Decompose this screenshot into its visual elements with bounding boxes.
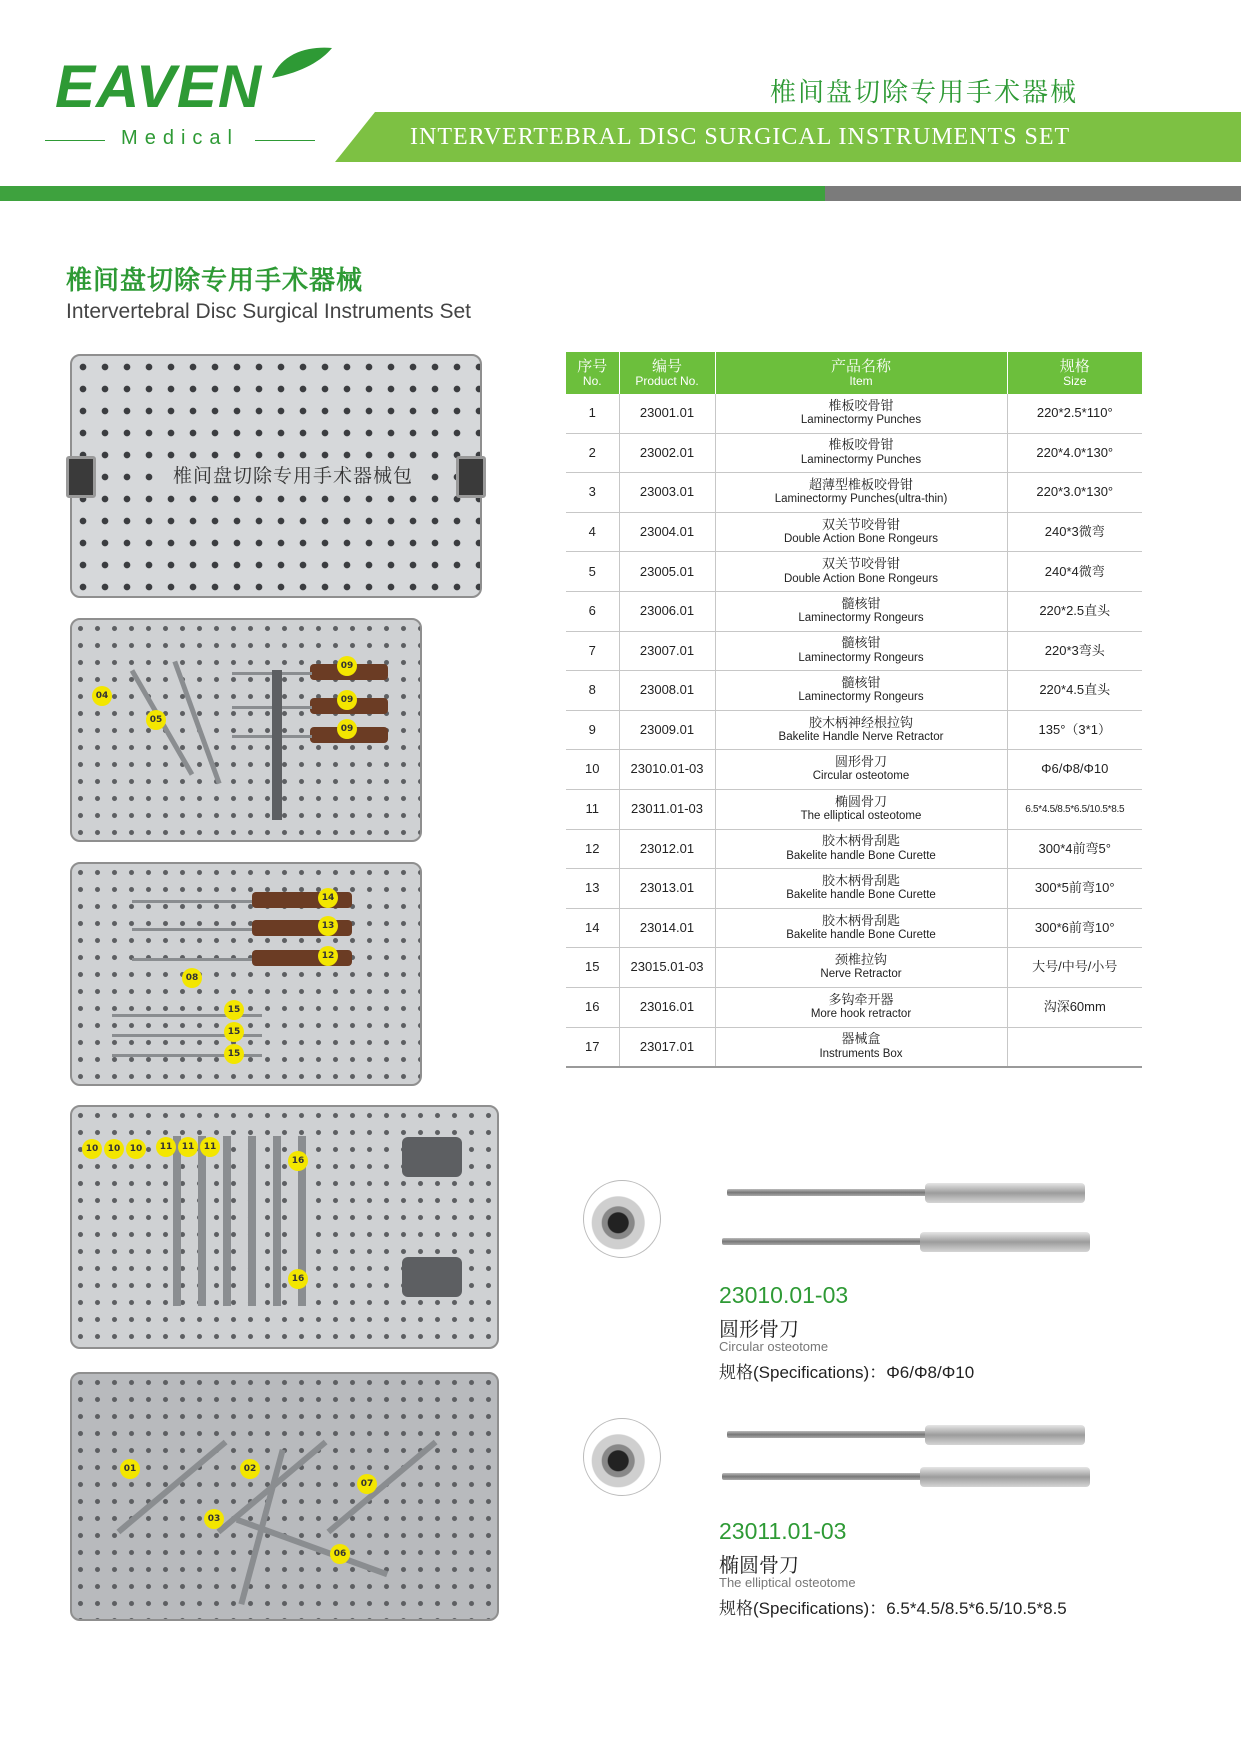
table-cell: 10 — [566, 750, 619, 790]
product-name-cn: 圆形骨刀 — [719, 1317, 799, 1341]
tray-tag: 15 — [224, 1022, 244, 1042]
tray-tag: 03 — [204, 1509, 224, 1529]
osteotome — [198, 1136, 206, 1306]
osteotome-photo — [722, 1467, 1100, 1487]
table-row — [566, 829, 1142, 869]
table-row — [566, 869, 1142, 909]
osteotome-tip-photo — [583, 1418, 661, 1496]
table-cell: 双关节咬骨钳 Double Action Bone Rongeurs — [715, 512, 1007, 552]
tray-tag: 11 — [156, 1137, 176, 1157]
table-cell: 220*2.5*110° — [1007, 394, 1142, 433]
table-cell: 髓核钳 Laminectormy Rongeurs — [715, 591, 1007, 631]
table-cell: 胶木柄骨刮匙 Bakelite handle Bone Curette — [715, 829, 1007, 869]
tray-tag: 15 — [224, 1000, 244, 1020]
table-cell: 135°（3*1） — [1007, 710, 1142, 750]
tray-tag: 14 — [318, 888, 338, 908]
table-header-row — [566, 352, 1142, 394]
instrument-box-lid-photo — [70, 354, 482, 598]
tray-tag: 11 — [200, 1137, 220, 1157]
table-cell: 椎板咬骨钳 Laminectormy Punches — [715, 433, 1007, 473]
tray-tag: 13 — [318, 916, 338, 936]
latch-right — [456, 456, 486, 498]
tray-photo-4 — [70, 1372, 499, 1621]
osteotome-photo — [727, 1425, 1095, 1445]
tray-photo-3 — [70, 1105, 499, 1349]
retractor-hooks — [402, 1137, 462, 1177]
table-cell: 23009.01 — [619, 710, 715, 750]
table-cell: 4 — [566, 512, 619, 552]
product-name-en: The elliptical osteotome — [719, 1575, 856, 1590]
tray-tag: 09 — [337, 719, 357, 739]
brand-logo: EAVEN — [55, 53, 263, 120]
table-cell: 髓核钳 Laminectormy Rongeurs — [715, 671, 1007, 711]
tray-tag: 15 — [224, 1044, 244, 1064]
table-cell: 2 — [566, 433, 619, 473]
table-cell: 1 — [566, 394, 619, 433]
osteotome-tip-photo — [583, 1180, 661, 1258]
table-cell: 5 — [566, 552, 619, 592]
table-cell: 23002.01 — [619, 433, 715, 473]
tray-tag: 10 — [126, 1139, 146, 1159]
product-code: 23010.01-03 — [719, 1282, 849, 1308]
table-cell: 8 — [566, 671, 619, 711]
table-cell — [1007, 1027, 1142, 1067]
tray-tag: 16 — [288, 1269, 308, 1289]
osteotome — [223, 1136, 231, 1306]
header-rule-green — [0, 186, 825, 201]
table-cell: 6 — [566, 591, 619, 631]
table-cell: 大号/中号/小号 — [1007, 948, 1142, 988]
table-row — [566, 1027, 1142, 1067]
table-cell: 双关节咬骨钳 Double Action Bone Rongeurs — [715, 552, 1007, 592]
header-product-no: 编号 Product No. — [619, 352, 715, 394]
section-title-cn: 椎间盘切除专用手术器械 — [66, 266, 364, 296]
table-cell: 15 — [566, 948, 619, 988]
rongeur — [172, 661, 221, 785]
table-cell: 3 — [566, 473, 619, 513]
product-spec: 规格(Specifications)：6.5*4.5/8.5*6.5/10.5*8.5 — [719, 1599, 1067, 1618]
table-cell: 23004.01 — [619, 512, 715, 552]
table-cell: 9 — [566, 710, 619, 750]
table-cell: 220*3.0*130° — [1007, 473, 1142, 513]
table-cell: Φ6/Φ8/Φ10 — [1007, 750, 1142, 790]
tray-tag: 01 — [120, 1459, 140, 1479]
table-cell: 23011.01-03 — [619, 789, 715, 829]
header-rule-gray — [825, 186, 1241, 201]
table-cell: 圆形骨刀 Circular osteotome — [715, 750, 1007, 790]
table-cell: 23007.01 — [619, 631, 715, 671]
table-cell: 23014.01 — [619, 908, 715, 948]
table-cell: 11 — [566, 789, 619, 829]
table-row — [566, 948, 1142, 988]
table-cell: 超薄型椎板咬骨钳 Laminectormy Punches(ultra-thin) — [715, 473, 1007, 513]
header-item: 产品名称 Item — [715, 352, 1007, 394]
table-cell: 240*3微弯 — [1007, 512, 1142, 552]
product-name-cn: 椭圆骨刀 — [719, 1553, 799, 1577]
product-spec: 规格(Specifications)：Φ6/Φ8/Φ10 — [719, 1363, 975, 1382]
table-cell: 13 — [566, 869, 619, 909]
header-no: 序号 No. — [566, 352, 619, 394]
retractor-hooks — [402, 1257, 462, 1297]
table-row — [566, 591, 1142, 631]
table-cell: 23003.01 — [619, 473, 715, 513]
tray-tag: 12 — [318, 946, 338, 966]
leaf-icon — [270, 44, 335, 84]
table-row — [566, 631, 1142, 671]
product-name-en: Circular osteotome — [719, 1339, 829, 1354]
table-cell: 器械盒 Instruments Box — [715, 1027, 1007, 1067]
table-cell: 胶木柄神经根拉钩 Bakelite Handle Nerve Retractor — [715, 710, 1007, 750]
table-row — [566, 710, 1142, 750]
table-cell: 6.5*4.5/8.5*6.5/10.5*8.5 — [1007, 789, 1142, 829]
table-cell: 23012.01 — [619, 829, 715, 869]
table-cell: 髓核钳 Laminectormy Rongeurs — [715, 631, 1007, 671]
tray-tag: 05 — [146, 710, 166, 730]
table-cell: 23015.01-03 — [619, 948, 715, 988]
spec-table — [566, 352, 1142, 1068]
osteotome — [273, 1136, 281, 1306]
table-cell: 220*2.5直头 — [1007, 591, 1142, 631]
table-cell: 220*4.5直头 — [1007, 671, 1142, 711]
table-row — [566, 671, 1142, 711]
table-row — [566, 433, 1142, 473]
table-cell: 胶木柄骨刮匙 Bakelite handle Bone Curette — [715, 869, 1007, 909]
header-size: 规格 Size — [1007, 352, 1142, 394]
tray-tag: 10 — [82, 1139, 102, 1159]
table-cell: 7 — [566, 631, 619, 671]
table-row — [566, 908, 1142, 948]
table-cell: 多钩牵开器 More hook retractor — [715, 987, 1007, 1027]
table-cell: 23017.01 — [619, 1027, 715, 1067]
tray-tag: 09 — [337, 656, 357, 676]
tray-tag: 04 — [92, 686, 112, 706]
table-cell: 23010.01-03 — [619, 750, 715, 790]
osteotome-photo — [727, 1183, 1095, 1203]
brand-subtitle: Medical — [121, 127, 239, 149]
table-cell: 沟深60mm — [1007, 987, 1142, 1027]
table-row — [566, 473, 1142, 513]
table-cell: 17 — [566, 1027, 619, 1067]
osteotome-photo — [722, 1232, 1100, 1252]
table-cell: 胶木柄骨刮匙 Bakelite handle Bone Curette — [715, 908, 1007, 948]
table-cell: 23001.01 — [619, 394, 715, 433]
table-cell: 颈椎拉钩 Nerve Retractor — [715, 948, 1007, 988]
table-cell: 300*6前弯10° — [1007, 908, 1142, 948]
table-cell: 16 — [566, 987, 619, 1027]
table-row — [566, 394, 1142, 433]
table-cell: 240*4微弯 — [1007, 552, 1142, 592]
lid-label: 椎间盘切除专用手术器械包 — [167, 459, 419, 490]
product-code: 23011.01-03 — [719, 1518, 847, 1544]
table-cell: 300*5前弯10° — [1007, 869, 1142, 909]
logo-divider-right — [255, 140, 315, 141]
table-cell: 23013.01 — [619, 869, 715, 909]
table-row — [566, 552, 1142, 592]
curette-shaft — [132, 900, 252, 903]
tray-photo-1 — [70, 618, 422, 842]
osteotome — [173, 1136, 181, 1306]
punch — [326, 1440, 437, 1535]
table-cell: 23005.01 — [619, 552, 715, 592]
header-title-en: INTERVERTEBRAL DISC SURGICAL INSTRUMENTS SET — [410, 124, 1071, 150]
table-cell: 23016.01 — [619, 987, 715, 1027]
table-row — [566, 789, 1142, 829]
table-row — [566, 512, 1142, 552]
tray-tag: 06 — [330, 1544, 350, 1564]
latch-left — [66, 456, 96, 498]
table-cell: 椎板咬骨钳 Laminectormy Punches — [715, 394, 1007, 433]
tray-tag: 11 — [178, 1137, 198, 1157]
table-cell: 12 — [566, 829, 619, 869]
table-cell: 220*3弯头 — [1007, 631, 1142, 671]
tray-tag: 08 — [182, 968, 202, 988]
curette-shaft — [132, 958, 252, 961]
table-cell: 300*4前弯5° — [1007, 829, 1142, 869]
tray-holder — [272, 670, 282, 820]
tray-tag: 10 — [104, 1139, 124, 1159]
table-cell: 23006.01 — [619, 591, 715, 631]
table-cell: 椭圆骨刀 The elliptical osteotome — [715, 789, 1007, 829]
tray-tag: 09 — [337, 690, 357, 710]
section-title-en: Intervertebral Disc Surgical Instruments Set — [66, 300, 471, 323]
tray-tag: 16 — [288, 1151, 308, 1171]
osteotome — [248, 1136, 256, 1306]
tray-tag: 07 — [357, 1474, 377, 1494]
table-cell: 220*4.0*130° — [1007, 433, 1142, 473]
tray-photo-2 — [70, 862, 422, 1086]
tray-tag: 02 — [240, 1459, 260, 1479]
header-title-cn: 椎间盘切除专用手术器械 — [770, 78, 1079, 108]
table-cell: 14 — [566, 908, 619, 948]
table-row — [566, 987, 1142, 1027]
curette-shaft — [132, 928, 252, 931]
table-row — [566, 750, 1142, 790]
table-cell: 23008.01 — [619, 671, 715, 711]
